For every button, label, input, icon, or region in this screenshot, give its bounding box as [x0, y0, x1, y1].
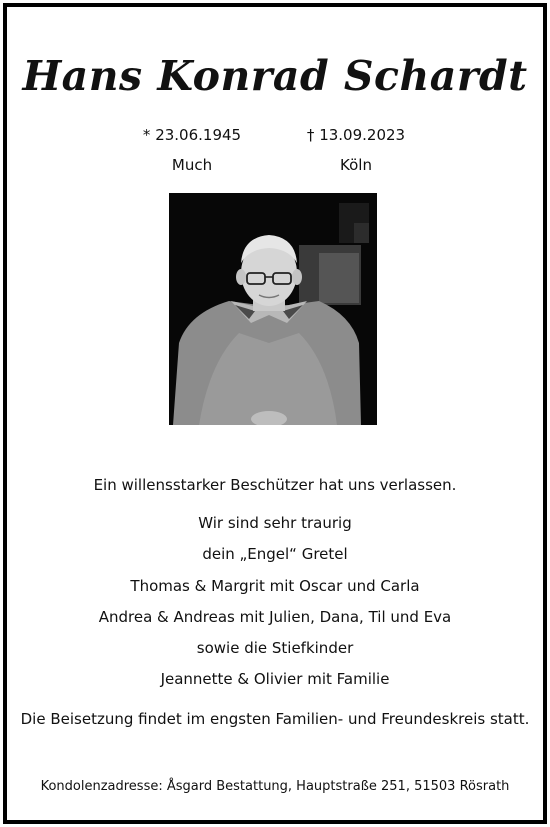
deceased-name: Hans Konrad Schardt: [22, 52, 528, 100]
mourner-line-4: Andrea & Andreas mit Julien, Dana, Til und Eva: [98, 608, 452, 626]
funeral-note: Die Beisetzung findet im engsten Familien- und Freundeskreis statt.: [20, 710, 530, 728]
mourner-line-1: Wir sind sehr traurig: [198, 514, 352, 532]
mourner-line-3: Thomas & Margrit mit Oscar und Carla: [130, 577, 420, 595]
portrait-photo-icon: [169, 193, 377, 425]
death-place: Köln: [340, 156, 372, 174]
portrait-photo: [169, 193, 377, 425]
condolence-address: Kondolenzadresse: Åsgard Bestattung, Hauptstraße 251, 51503 Rösrath: [40, 779, 510, 794]
death-date: † 13.09.2023: [306, 126, 406, 144]
birth-date: * 23.06.1945: [142, 126, 242, 144]
birth-place: Much: [171, 156, 213, 174]
mourner-line-5: sowie die Stiefkinder: [196, 639, 354, 657]
farewell-line: Ein willensstarker Beschützer hat uns verlassen.: [93, 476, 457, 494]
mourner-line-2: dein „Engel“ Gretel: [202, 545, 348, 563]
mourner-line-6: Jeannette & Olivier mit Familie: [160, 670, 390, 688]
